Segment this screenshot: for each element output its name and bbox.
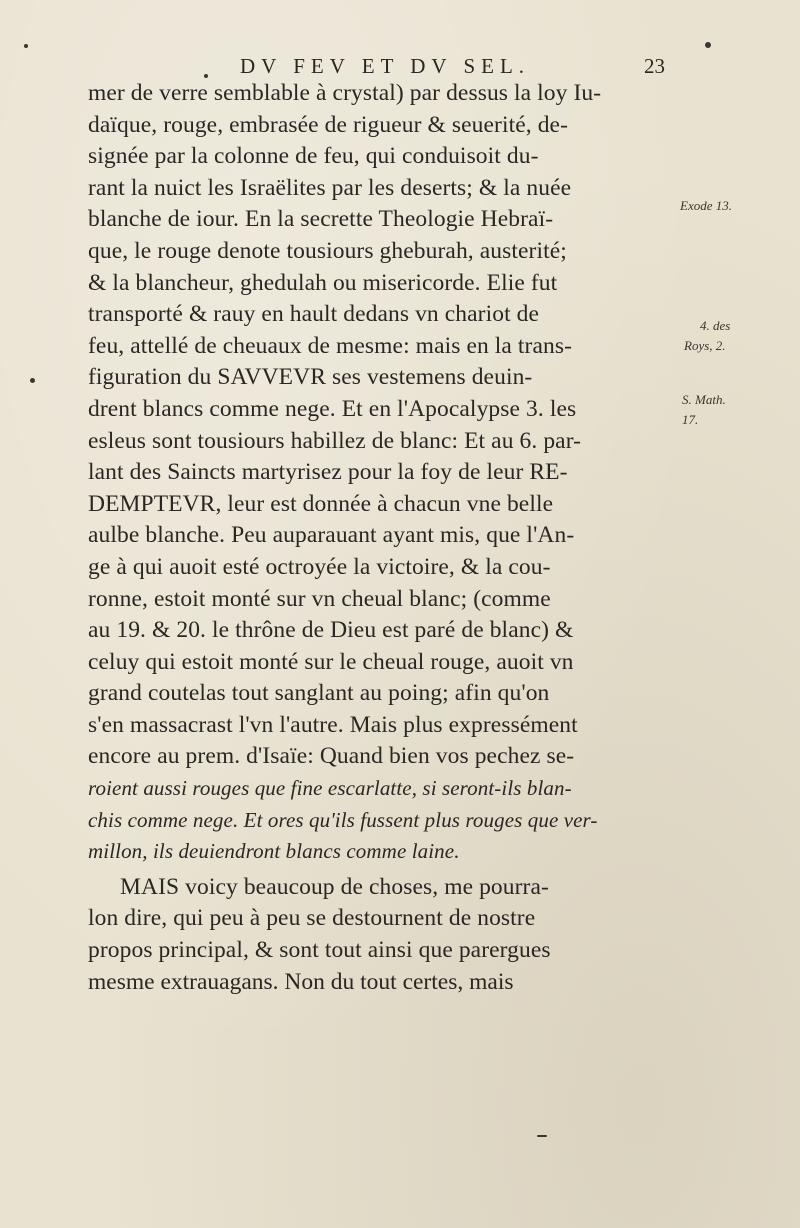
margin-note: Exode 13. <box>680 198 732 213</box>
text-line: mer de verre semblable à crystal) par dessus la loy Iu- <box>88 80 602 106</box>
text-line: grand coutelas tout sanglant au poing; afin qu'on <box>88 680 550 707</box>
text-line: millon, ils deuiendront blancs comme laine. <box>88 839 460 864</box>
text-line: figuration du SAVVEVR ses vestemens deuin- <box>88 364 533 391</box>
text-line: lant des Saincts martyrisez pour la foy de leur RE- <box>88 459 568 486</box>
text-line: rant la nuict les Israëlites par les deserts; & la nuée <box>88 174 572 201</box>
text-line: blanche de iour. En la secrette Theologie Hebraï- <box>88 206 554 233</box>
text-line: ge à qui auoit esté octroyée la victoire, & la cou- <box>88 553 551 580</box>
text-line: aulbe blanche. Peu auparauant ayant mis, que l'An- <box>88 522 575 549</box>
text-line: lon dire, qui peu à peu se destournent de nostre <box>88 905 536 932</box>
margin-note: 17. <box>682 412 699 427</box>
ink-speck <box>705 42 711 48</box>
margin-note: S. Math. <box>682 392 726 407</box>
page-number: 23 <box>644 54 665 78</box>
ink-speck <box>30 378 35 383</box>
text-line: propos principal, & sont tout ainsi que parergues <box>88 937 551 964</box>
text-line: ronne, estoit monté sur vn cheual blanc; (comme <box>88 585 551 612</box>
running-title: DV FEV ET DV SEL. <box>240 54 531 78</box>
text-line: mesme extrauagans. Non du tout certes, mais <box>88 968 514 995</box>
text-line: s'en massacrast l'vn l'autre. Mais plus expressément <box>88 711 578 738</box>
text-line: DEMPTEVR, leur est donnée à chacun vne belle <box>88 490 554 517</box>
ink-speck <box>537 1135 547 1137</box>
text-line: au 19. & 20. le thrône de Dieu est paré de blanc) & <box>88 617 574 644</box>
text-line: MAIS voicy beaucoup de choses, me pourra- <box>120 873 549 900</box>
text-line: daïque, rouge, embrasée de rigueur & seuerité, de- <box>88 111 569 138</box>
margin-note: Roys, 2. <box>684 338 726 353</box>
text-line: signée par la colonne de feu, qui conduisoit du- <box>88 143 539 170</box>
ink-speck <box>204 74 208 78</box>
text-line: encore au prem. d'Isaïe: Quand bien vos pechez se- <box>88 743 575 770</box>
text-line: drent blancs comme nege. Et en l'Apocalypse 3. les <box>88 395 577 422</box>
text-line: transporté & rauy en hault dedans vn chariot de <box>88 301 540 328</box>
text-line: chis comme nege. Et ores qu'ils fussent plus rouges que ver- <box>88 807 598 832</box>
text-line: esleus sont tousiours habillez de blanc: Et au 6. par- <box>88 427 582 454</box>
text-line: celuy qui estoit monté sur le cheual rouge, auoit vn <box>88 648 574 675</box>
ink-speck <box>24 44 28 48</box>
text-line: roient aussi rouges que fine escarlatte, si seront-ils blan- <box>88 776 572 801</box>
text-line: feu, attellé de cheuaux de mesme: mais en la trans- <box>88 332 573 359</box>
text-line: que, le rouge denote tousiours gheburah, austerité; <box>88 237 567 264</box>
margin-note: 4. des <box>700 318 731 333</box>
text-line: & la blancheur, ghedulah ou misericorde. Elie fut <box>88 269 558 296</box>
body-text <box>88 78 684 998</box>
